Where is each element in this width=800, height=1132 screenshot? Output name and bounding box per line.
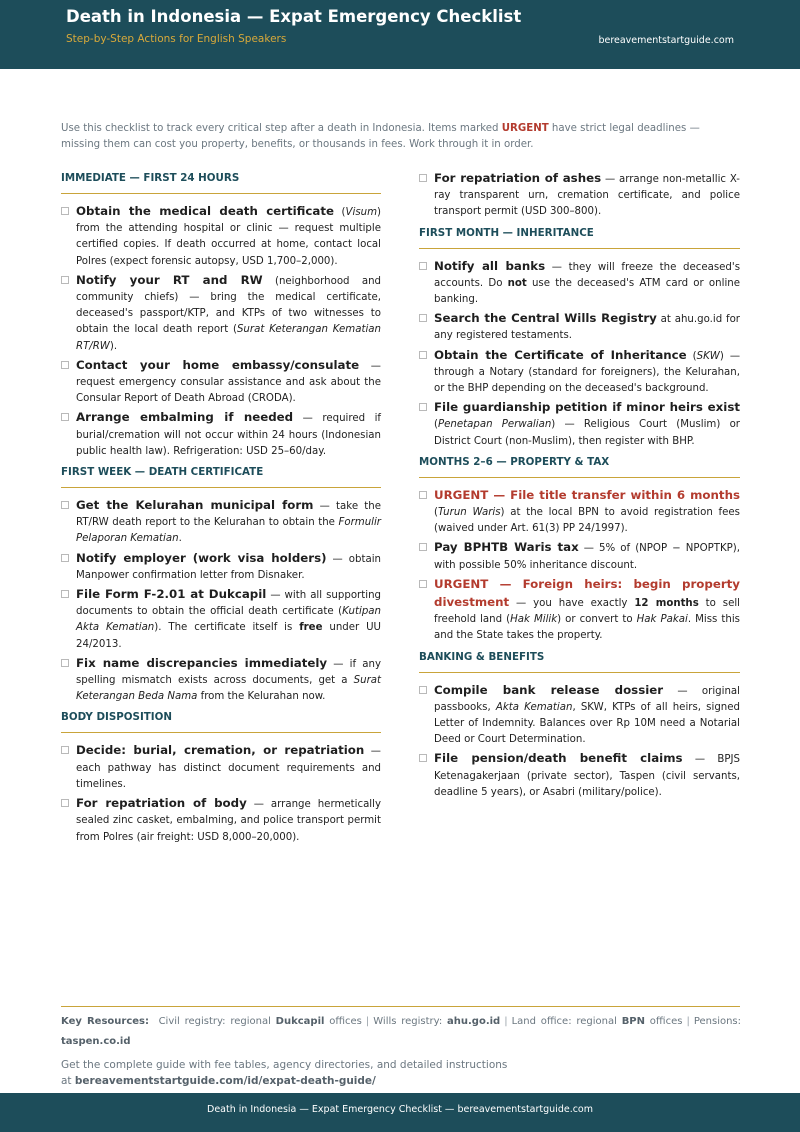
item-term: Turun Waris: [437, 507, 501, 519]
item-term: Visum: [345, 207, 378, 218]
item-lead: Contact your home embassy/consulate: [76, 357, 360, 372]
item-lead: File guardianship petition if minor heirs exist: [434, 400, 740, 415]
item-text: — BPJS Ketenagakerjaan (private sector), Taspen (civil servants, deadline 5 years), or Asabri (military/police).: [434, 754, 740, 798]
left-column: [61, 170, 381, 848]
resource-text: Land office: regional: [511, 1016, 622, 1027]
page-subtitle: Step-by-Step Actions for English Speakers: [66, 33, 287, 45]
item-term: Surat Keterangan Beda Nama: [76, 675, 381, 703]
intro-text-continued: have strict legal deadlines — missing them can cost you property, benefits, or thousands in fees. Work through it in order.: [61, 123, 700, 150]
item-lead: Search the Central Wills Registry: [434, 311, 657, 326]
item-lead: For repatriation of body: [76, 796, 247, 811]
checklist-item: [61, 742, 381, 793]
item-lead: Get the Kelurahan municipal form: [76, 498, 314, 513]
section-heading-property-tax: MONTHS 2–6 — PROPERTY & TAX: [419, 456, 740, 478]
item-text: ).: [109, 340, 118, 352]
item-text: .: [178, 533, 182, 545]
checklist-item-urgent: URGENT — File title transfer within 6 months (Turun Waris) at the local BPN to avoid registration fees (waived under Art. 61(3) PP 24/1997).: [419, 487, 740, 538]
resource-text: Pensions:: [693, 1016, 742, 1027]
item-lead-urgent: URGENT — Foreign heirs: begin property divestment: [434, 576, 740, 610]
key-resources: Key Resources: Civil registry: regional Dukcapil offices | Wills registry: ahu.go.id | Land office: regional BPN offices | Pensions: taspen.co.id: [61, 1016, 742, 1047]
resources-label: Key Resources:: [61, 1016, 149, 1027]
get-guide-note: [61, 1058, 741, 1089]
urgent-keyword: URGENT: [501, 123, 549, 134]
resource-text: Civil registry: regional: [158, 1016, 276, 1027]
item-text: to sell freehold land (: [434, 598, 740, 626]
get-guide-text: Get the complete guide with fee tables, agency directories, and detailed instructions: [61, 1059, 508, 1071]
item-emphasis: 12 months: [634, 598, 699, 610]
intro-paragraph: [61, 121, 741, 152]
item-term: Formulir Pelaporan Kematian: [76, 517, 381, 545]
section-heading-first-week: FIRST WEEK — DEATH CERTIFICATE: [61, 466, 381, 488]
item-term: Penetapan Perwalian: [437, 419, 552, 431]
item-text: — they will freeze the deceased's accounts. Do: [434, 261, 741, 289]
item-text: — 5% of (NPOP − NPOPTKP), with possible 50% inheritance discount.: [434, 543, 740, 571]
item-text: (neighborhood and community chiefs) — bring the medical certificate, deceased's passport/KTP, and KTPs of two witnesses to obtain the local death report (: [76, 275, 381, 336]
header-site-link[interactable]: bereavementstartguide.com: [598, 35, 734, 46]
checkbox[interactable]: [419, 543, 427, 551]
checkbox[interactable]: [61, 361, 69, 369]
item-text: — request emergency consular assistance and ask about the Consular Report of Death Abroad (CRODA).: [76, 360, 381, 405]
checklist-item: [419, 310, 740, 344]
item-lead: File pension/death benefit claims: [434, 751, 683, 766]
checkbox[interactable]: [419, 754, 427, 762]
item-text: — original passbooks,: [434, 685, 740, 713]
item-text: — if any spelling mismatch exists across documents, get a: [76, 658, 381, 687]
resource-ahu-link[interactable]: ahu.go.id: [447, 1016, 501, 1027]
item-text: . Miss this and the State takes the property.: [434, 614, 740, 642]
section-heading-immediate: IMMEDIATE — FIRST 24 HOURS: [61, 172, 381, 194]
item-text: ). The certificate itself is: [154, 622, 300, 634]
item-emphasis: free: [299, 622, 323, 634]
item-lead: Notify all banks: [434, 258, 546, 273]
checkbox[interactable]: [61, 746, 69, 754]
item-lead: Decide: burial, cremation, or repatriation: [76, 743, 365, 758]
checkbox[interactable]: [419, 403, 427, 411]
item-lead: Notify your RT and RW: [76, 272, 263, 287]
resource-text: offices: [324, 1016, 362, 1027]
checklist-item: [61, 586, 381, 653]
checkbox[interactable]: [61, 554, 69, 562]
footer-divider: [61, 1006, 740, 1007]
checkbox[interactable]: [419, 686, 427, 694]
checkbox[interactable]: [419, 491, 427, 499]
item-text: ) from the attending hospital or clinic — request multiple certified copies. If death occurred at home, contact local Polres (expect forensic autopsy, USD 1,700–2,000).: [76, 207, 381, 267]
resource-bpn: BPN: [621, 1016, 646, 1027]
checkbox[interactable]: [419, 580, 427, 588]
resource-taspen-link[interactable]: taspen.co.id: [61, 1036, 131, 1047]
item-term: Hak Milik: [510, 614, 558, 626]
checklist-item: [61, 272, 381, 355]
resource-text: offices: [645, 1016, 683, 1027]
item-lead: File Form F-2.01 at Dukcapil: [76, 587, 267, 602]
item-lead: Notify employer (work visa holders): [76, 550, 327, 565]
checkbox[interactable]: [419, 314, 427, 322]
item-text: from the Kelurahan now.: [197, 691, 326, 703]
item-term: Kutipan Akta Kematian: [76, 606, 381, 634]
item-lead: Fix name discrepancies immediately: [76, 655, 328, 670]
item-term: Surat Keterangan Kematian RT/RW: [76, 324, 381, 352]
checklist-item: [419, 170, 740, 221]
checkbox[interactable]: [61, 413, 69, 421]
checklist-item: [61, 550, 381, 584]
checkbox[interactable]: [61, 501, 69, 509]
item-term: SKW: [696, 350, 720, 362]
item-text: — with all supporting documents to obtain the official death certificate (: [76, 590, 381, 618]
resource-dukcapil: Dukcapil: [275, 1016, 325, 1027]
item-text: — you have exactly: [509, 598, 635, 610]
item-text: — required if burial/cremation will not occur within 24 hours (Indonesian public health law). Refrigeration: USD 25–60/day.: [76, 413, 381, 457]
item-text: ) at the local BPN to avoid registration fees (waived under Art. 61(3) PP 24/1997).: [434, 507, 740, 535]
checklist-item: File guardianship petition if minor heirs exist (Penetapan Perwalian) — Religious Court (Muslim) or District Court (non-Muslim), then register with BHP.: [419, 399, 740, 450]
checkbox[interactable]: [419, 174, 427, 182]
checkbox[interactable]: [61, 590, 69, 598]
item-text: — take the RT/RW death report to the Kelurahan to obtain the: [76, 501, 381, 529]
section-heading-first-month: FIRST MONTH — INHERITANCE: [419, 227, 740, 249]
checklist-item: Obtain the Certificate of Inheritance (SKW) — through a Notary (standard for foreigners), the Kelurahan, or the BHP depending on the deceased's background.: [419, 347, 740, 398]
item-text: ) — Religious Court (Muslim) or District Court (non-Muslim), then register with BHP.: [434, 419, 740, 447]
item-text: ) — through a Notary (standard for foreigners), the Kelurahan, or the BHP depending on the deceased's background.: [434, 350, 741, 395]
item-text: under UU 24/2013.: [76, 622, 381, 650]
checklist-item: [61, 357, 381, 408]
item-term: Akta Kematian: [495, 701, 573, 713]
checklist-item: [419, 258, 740, 309]
item-text: — arrange non-metallic X-ray transparent urn, cremation certificate, and police transport permit (USD 300–800).: [434, 174, 740, 218]
checklist-item-urgent: [419, 576, 740, 645]
item-emphasis: not: [507, 277, 527, 289]
section-heading-banking: BANKING & BENEFITS: [419, 651, 740, 673]
page-title: Death in Indonesia — Expat Emergency Checklist: [66, 7, 522, 26]
checkbox[interactable]: [61, 207, 69, 215]
checklist-item: [419, 682, 740, 749]
item-lead: Compile bank release dossier: [434, 682, 664, 697]
footer-text: Death in Indonesia — Expat Emergency Checklist — bereavementstartguide.com: [207, 1104, 593, 1115]
item-lead: Arrange embalming if needed: [76, 410, 294, 425]
item-lead: Pay BPHTB Waris tax: [434, 540, 579, 555]
checkbox[interactable]: [419, 351, 427, 359]
checklist-item: [61, 655, 381, 706]
checkbox[interactable]: [61, 276, 69, 284]
item-text: at ahu.go.id for any registered testaments.: [434, 314, 740, 342]
page-footer: [0, 1093, 800, 1132]
item-text: ) or convert to: [557, 614, 637, 626]
checkbox[interactable]: [61, 799, 69, 807]
checklist-item: Obtain the medical death certificate (Visum) from the attending hospital or clinic — request multiple certified copies. If death occurred at home, contact local Polres (expect forensic autopsy, USD 1,700–2,000).: [61, 203, 381, 270]
resource-text: Wills registry:: [373, 1016, 448, 1027]
item-term: Hak Pakai: [636, 614, 688, 626]
item-text: — obtain Manpower confirmation letter from Disnaker.: [76, 553, 381, 581]
get-guide-at: at: [61, 1074, 75, 1087]
item-text: use the deceased's ATM card or online banking.: [434, 277, 741, 306]
item-lead-urgent: URGENT — File title transfer within 6 months: [434, 487, 740, 502]
checkbox[interactable]: [419, 262, 427, 270]
checklist-item: [61, 497, 381, 548]
checklist-item: [419, 750, 740, 801]
checklist-item: [61, 409, 381, 460]
intro-text: Use this checklist to track every critical step after a death in Indonesia. Items marked: [61, 123, 502, 134]
page-header: [0, 0, 800, 69]
checklist-item: [61, 795, 381, 846]
item-text: — arrange hermetically sealed zinc casket, embalming, and police transport permit from Polres (air freight: USD 8,000–20,000).: [76, 799, 381, 843]
guide-url-link[interactable]: bereavementstartguide.com/id/expat-death-guide/: [74, 1074, 376, 1087]
item-lead: For repatriation of ashes: [434, 171, 602, 185]
right-column: [419, 170, 740, 803]
item-lead: Obtain the medical death certificate: [76, 204, 335, 218]
checklist-item: [419, 539, 740, 573]
item-text: — each pathway has distinct document requirements and timelines.: [76, 746, 381, 790]
item-lead: Obtain the Certificate of Inheritance: [434, 347, 687, 362]
section-heading-body-disposition: BODY DISPOSITION: [61, 711, 381, 733]
item-text: , SKW, KTPs of all heirs, signed Letter of Indemnity. Balances over Rp 10M need a Notarial Deed or Court Determination.: [434, 701, 740, 746]
checkbox[interactable]: [61, 659, 69, 667]
